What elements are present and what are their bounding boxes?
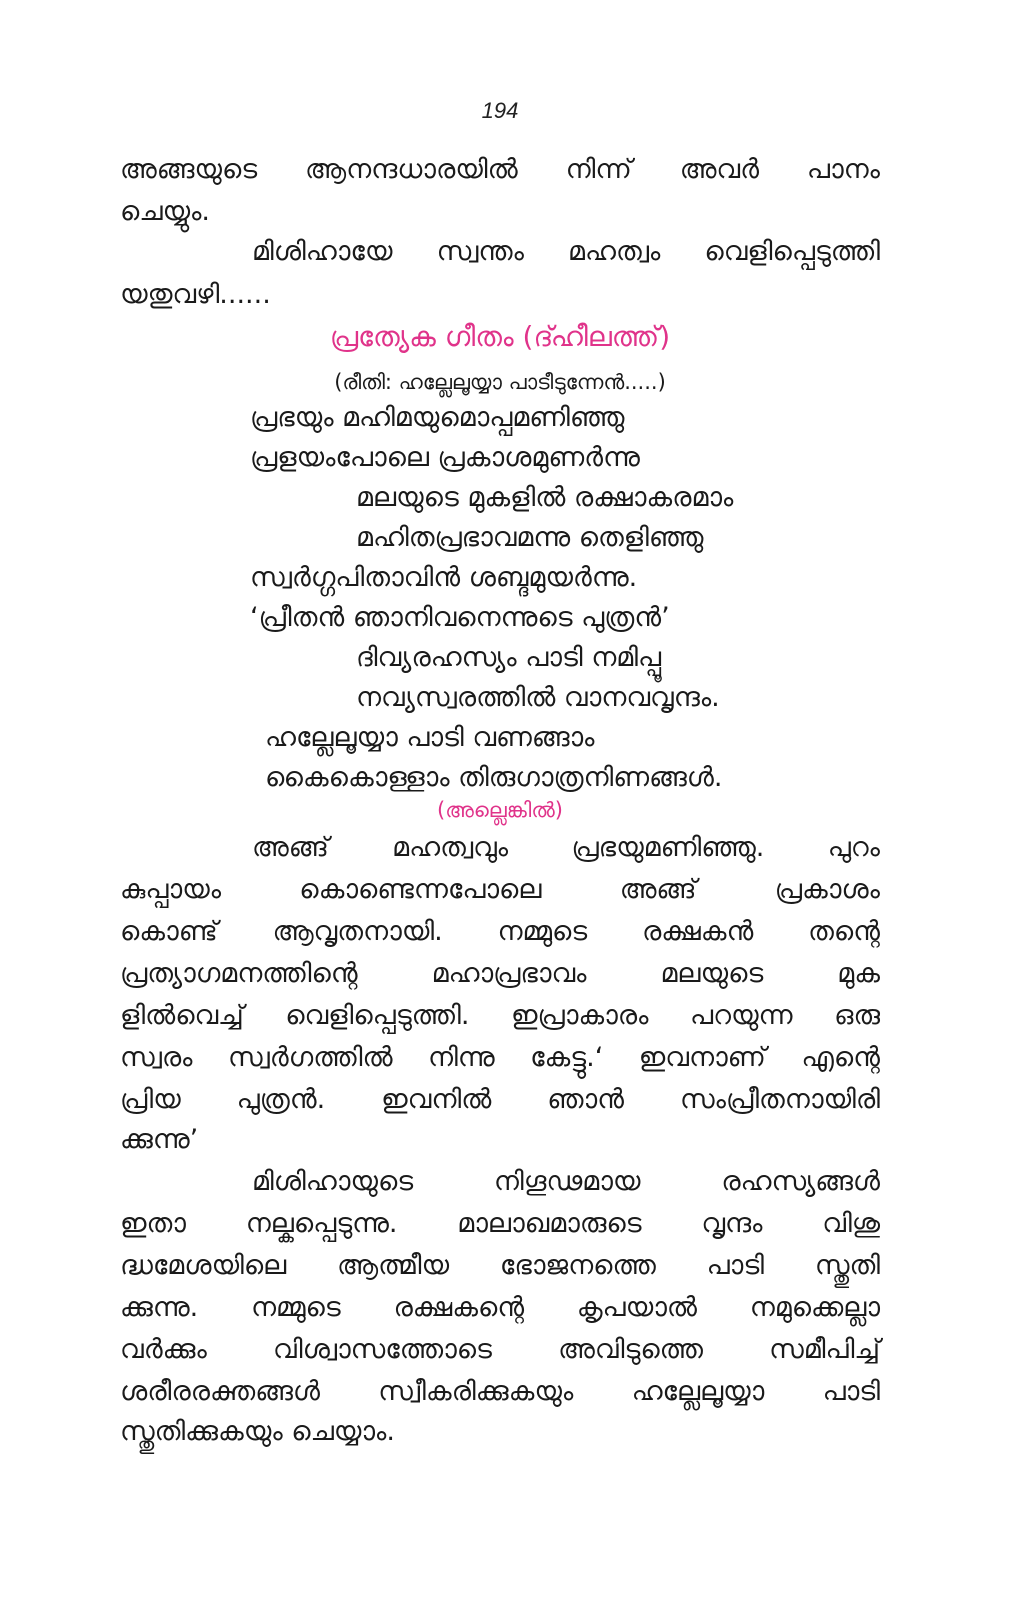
paragraph3-line: ളിൽവെച്ച് വെളിപ്പെടുത്തി. ഇപ്രാകാരം പറയുന്ന ഒരു	[120, 1000, 880, 1031]
song-tune: (രീതി: ഹല്ലേലൂയ്യാ പാടീടുന്നേൻ.....)	[334, 370, 666, 394]
paragraph4-line: മിശിഹായുടെ നിഗൂഢമായ രഹസ്യങ്ങൾ	[252, 1166, 880, 1197]
alternative-label: (അല്ലെങ്കിൽ)	[437, 798, 563, 822]
paragraph4-line: ശരീരരക്തങ്ങൾ സ്വീകരിക്കുകയും ഹല്ലേലൂയ്യാ പാടി	[120, 1376, 880, 1407]
song-title: പ്രത്യേക ഗീതം (ദ്ഹീലത്ത്)	[329, 320, 671, 353]
paragraph3-line: അങ്ങ് മഹത്വവും പ്രഭയുമണിഞ്ഞു. പുറം	[252, 832, 880, 863]
song-line: ‘പ്രീതൻ ഞാനിവനെന്നുടെ പുത്രൻ’	[250, 602, 670, 633]
paragraph2-line: മിശിഹായേ സ്വന്തം മഹത്വം വെളിപ്പെടുത്തി	[252, 236, 880, 267]
paragraph3-line: പ്രിയ പുത്രൻ. ഇവനിൽ ഞാൻ സംപ്രീതനായിരി	[120, 1084, 880, 1115]
page-number: 194	[481, 98, 519, 123]
paragraph1-line: ചെയ്യും.	[120, 196, 211, 227]
song-line: പ്രഭയും മഹിമയുമൊപ്പമണിഞ്ഞു	[250, 402, 625, 433]
song-line: സ്വർഗ്ഗപിതാവിൻ ശബ്ദമുയർന്നു.	[250, 562, 638, 593]
paragraph4-line: ഇതാ നല്കപ്പെടുന്നു. മാലാഖമാരുടെ വൃന്ദം വിശു	[120, 1208, 880, 1239]
song-line: ദിവ്യരഹസ്യം പാടി നമിപ്പൂ	[356, 642, 662, 673]
paragraph4-line: വർക്കും വിശ്വാസത്തോടെ അവിടുത്തെ സമീപിച്ച്	[120, 1334, 880, 1365]
song-line: കൈകൊള്ളാം തിരുഗാത്രനിണങ്ങൾ.	[265, 762, 723, 793]
song-line: ഹല്ലേലൂയ്യാ പാടി വണങ്ങാം	[265, 722, 595, 753]
paragraph4-line: ക്കുന്നു. നമ്മുടെ രക്ഷകന്റെ കൃപയാൽ നമുക്കെല്ലാ	[120, 1292, 880, 1323]
paragraph3-line: പ്രത്യാഗമനത്തിന്റെ മഹാപ്രഭാവം മലയുടെ മുക	[120, 958, 880, 989]
paragraph2-line: യതുവഴി......	[120, 279, 271, 310]
paragraph1-line: അങ്ങയുടെ ആനന്ദധാരയിൽ നിന്ന് അവർ പാനം	[120, 154, 880, 185]
song-line: നവ്യസ്വരത്തിൽ വാനവവൃന്ദം.	[356, 682, 720, 713]
song-line: മലയുടെ മുകളിൽ രക്ഷാകരമാം	[356, 482, 734, 513]
paragraph3-line: കൊണ്ട് ആവൃതനായി. നമ്മുടെ രക്ഷകൻ തന്റെ	[120, 916, 880, 947]
song-line: മഹിതപ്രഭാവമന്നു തെളിഞ്ഞു	[356, 522, 704, 553]
paragraph3-line: കുപ്പായം കൊണ്ടെന്നപോലെ അങ്ങ് പ്രകാശം	[120, 874, 880, 905]
paragraph3-line: ക്കുന്നു’	[120, 1124, 199, 1155]
song-line: പ്രളയംപോലെ പ്രകാശമുണർന്നു	[250, 442, 640, 473]
paragraph4-line: ദ്ധമേശയിലെ ആത്മീയ ഭോജനത്തെ പാടി സ്തുതി	[120, 1250, 880, 1281]
paragraph3-line: സ്വരം സ്വർഗത്തിൽ നിന്നു കേട്ടു.‘ ഇവനാണ് എന്റെ	[120, 1042, 880, 1073]
paragraph4-line: സ്തുതിക്കുകയും ചെയ്യാം.	[120, 1416, 395, 1447]
